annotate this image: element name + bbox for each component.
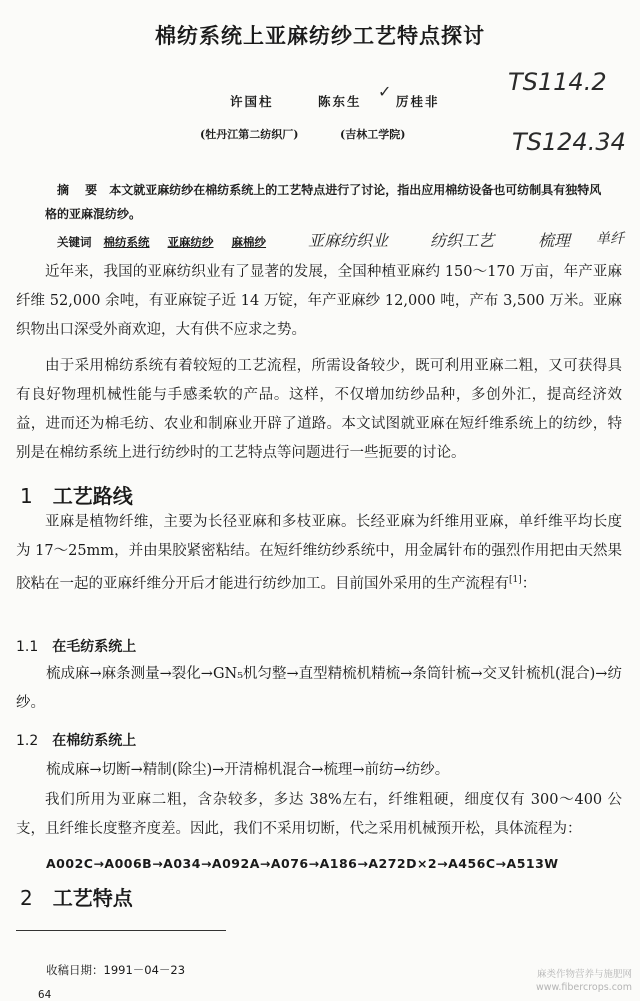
keyword-term: 亚麻纺纱 xyxy=(167,235,214,249)
subsection-number: 1.2 xyxy=(16,733,39,749)
process-paragraph: 我们所用为亚麻二粗，含杂较多，多达 38%左右，纤维粗硬，细度仅有 300～400 公支，且纤维长度整齐度差。因此，我们不采用切断，代之采用机械预开松，具体流程为： xyxy=(16,792,622,837)
cotton-system-flow: 梳成麻→切断→精制(除尘)→开清棉机混合→梳理→前纺→纺纱。 xyxy=(46,762,450,778)
keyword-term: 麻棉纱 xyxy=(231,235,267,249)
section1-text: 亚麻是植物纤维，主要为长径亚麻和多枝亚麻。长经亚麻为纤维用亚麻，单纤维平均长度为 17～25mm，并由果胶紧密粘结。在短纤维纺纱系统中，用金属针布的强烈作用把由天然果胶粘在一起的亚麻纤维分开后才能进行纺纱加工。目前国外采用的生产流程有 xyxy=(16,514,622,592)
subsection-title: 在棉纺系统上 xyxy=(52,733,137,749)
abstract xyxy=(45,178,605,226)
abstract-label: 摘 要 xyxy=(57,183,104,197)
author-3: 厉桂非 xyxy=(396,94,440,109)
subsection-heading xyxy=(16,730,136,750)
affiliation-1: (牡丹江第二纺织厂) xyxy=(200,128,299,141)
abstract-text: 本文就亚麻纺纱在棉纺系统上的工艺特点进行了讨论，指出应用棉纺设备也可纺制具有独特风格的亚麻混纺纱。 xyxy=(45,183,602,221)
watermark-text: 麻类作物营养与施肥网 xyxy=(536,969,632,980)
watermark xyxy=(536,968,632,994)
section-heading xyxy=(20,480,133,509)
page-number: 64 xyxy=(38,988,52,1001)
handwritten-keyword: 亚麻纺织业 xyxy=(308,231,389,250)
section-title: 工艺特点 xyxy=(52,886,133,910)
handwritten-class-code-1: TS114.2 xyxy=(508,68,607,96)
intro-paragraph-1: 近年来，我国的亚麻纺织业有了显著的发展，全国种植亚麻约 150～170 万亩，年产亚麻纤维 52,000 余吨，有亚麻锭子近 14 万锭，年产亚麻纱 12,000 吨，产布 3,500 万米。亚麻织物出口深受外商欢迎，大有供不应求之势。 xyxy=(16,264,622,338)
machine-sequence: A002C→A006B→A034→A092A→A076→A186→A272D×2→A456C→A513W xyxy=(46,856,559,871)
subsection-title: 在毛纺系统上 xyxy=(52,639,137,655)
keywords-printed xyxy=(57,234,280,250)
subsection-number: 1.1 xyxy=(16,639,39,655)
handwritten-class-code-2: TS124.34 xyxy=(512,128,626,156)
subsection-heading xyxy=(16,636,136,656)
received-date: 收稿日期：1991－04－23 xyxy=(46,963,186,977)
wool-system-flow: 梳成麻→麻条测量→裂化→GN₅机匀整→直型精梳机精梳→条筒针梳→交叉针梳机(混合)→纺纱。 xyxy=(16,666,622,711)
handwritten-keyword: 单纤 xyxy=(596,231,624,247)
author-check-mark: ✓ xyxy=(378,82,392,101)
section-title: 工艺路线 xyxy=(52,484,133,508)
affiliation-2: (吉林工学院) xyxy=(340,128,406,141)
citation-ref: [1] xyxy=(509,575,522,585)
keyword-term: 棉纺系统 xyxy=(103,235,150,249)
section1-paragraph xyxy=(16,508,622,599)
handwritten-keyword: 梳理 xyxy=(538,231,571,250)
footnote-divider xyxy=(16,930,226,931)
keywords-label: 关键词 xyxy=(57,235,92,249)
section-heading xyxy=(20,882,133,911)
intro-paragraph-2: 由于采用棉纺系统有着较短的工艺流程，所需设备较少，既可利用亚麻二粗，又可获得具有良好物理机械性能与手感柔软的产品。这样，不仅增加纺纱品种，多创外汇，提高经济效益，进而还为棉毛纺、农业和制麻业开辟了道路。本文试图就亚麻在短纤维系统上的纺纱，特别是在棉纺系统上进行纺纱时的工艺特点等问题进行一些扼要的讨论。 xyxy=(16,358,622,461)
handwritten-keyword: 纺织工艺 xyxy=(430,231,495,250)
section-number: 1 xyxy=(20,484,33,508)
author-1: 许国柱 xyxy=(230,94,274,109)
watermark-url: www.fibercrops.com xyxy=(535,982,632,993)
author-2: 陈东生 xyxy=(318,94,362,109)
section1-text-end: ： xyxy=(521,575,537,592)
section-number: 2 xyxy=(20,886,33,910)
paper-title: 棉纺系统上亚麻纺纱工艺特点探讨 xyxy=(155,24,485,48)
